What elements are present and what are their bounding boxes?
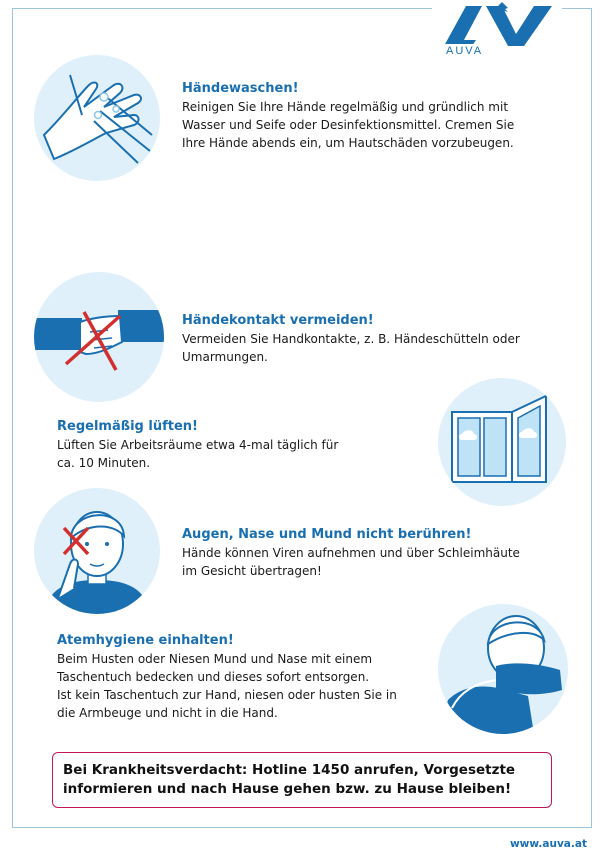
no-handshake-icon — [34, 272, 164, 402]
website-link[interactable]: www.auva.at — [509, 838, 587, 850]
auva-logo — [438, 0, 560, 58]
section-line: Beim Husten oder Niesen Mund und Nase mit einem — [57, 652, 373, 666]
section-line: Vermeiden Sie Handkontakte, z. B. Händeschütteln oder — [182, 332, 520, 346]
section-title: Händewaschen! — [182, 81, 299, 96]
section-line: Umarmungen. — [182, 350, 268, 364]
section-line: die Armbeuge und nicht in die Hand. — [57, 706, 278, 720]
open-window-icon — [438, 378, 566, 506]
section-face — [182, 526, 582, 580]
section-handwash — [182, 80, 582, 152]
section-line: Reinigen Sie Ihre Hände regelmäßig und gründlich mit — [182, 100, 509, 114]
hotline-notice — [52, 752, 552, 808]
section-line: Wasser und Seife oder Desinfektionsmittel. Cremen Sie — [182, 118, 515, 132]
notice-line: Bei Krankheitsverdacht: Hotline 1450 anrufen, Vorgesetzte — [63, 762, 516, 778]
section-contact — [182, 312, 582, 366]
section-cough — [57, 632, 437, 722]
section-line: im Gesicht übertragen! — [182, 564, 322, 578]
section-line: Ist kein Taschentuch zur Hand, niesen oder husten Sie in — [57, 688, 397, 702]
section-line: Ihre Hände abends ein, um Hautschäden vorzubeugen. — [182, 136, 514, 150]
section-line: ca. 10 Minuten. — [57, 456, 151, 470]
section-line: Lüften Sie Arbeitsräume etwa 4-mal täglich für — [57, 438, 339, 452]
section-title: Augen, Nase und Mund nicht berühren! — [182, 527, 472, 542]
section-title: Händekontakt vermeiden! — [182, 313, 374, 328]
notice-line: informieren und nach Hause gehen bzw. zu Hause bleiben! — [63, 781, 512, 797]
hand-washing-icon — [34, 55, 160, 181]
cough-elbow-icon — [438, 604, 568, 734]
section-title: Atemhygiene einhalten! — [57, 633, 234, 648]
section-title: Regelmäßig lüften! — [57, 419, 198, 434]
section-ventilate — [57, 418, 417, 472]
no-face-touch-icon — [34, 488, 160, 614]
section-line: Taschentuch bedecken und dieses sofort entsorgen. — [57, 670, 370, 684]
logo-text: AUVA — [446, 45, 484, 57]
section-line: Hände können Viren aufnehmen und über Schleimhäute — [182, 546, 520, 560]
